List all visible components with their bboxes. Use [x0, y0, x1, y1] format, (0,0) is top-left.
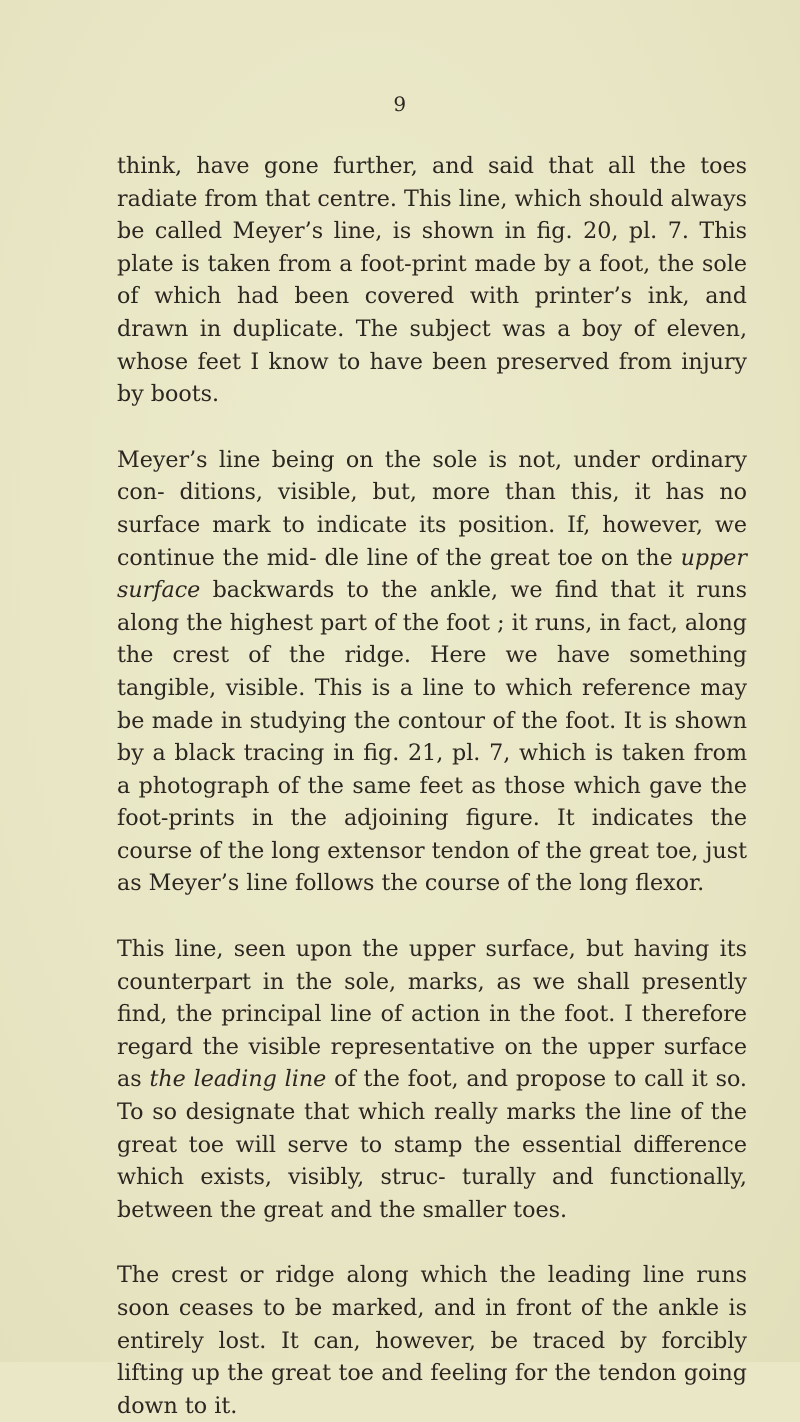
paragraph-2 — [117, 444, 747, 900]
text-segment: Meyer’s line being on the sole is not, under ordinary con- ditions, visible, but, more than this, it has no surface mark to indicate its position. If, however, we continue the mid- dle line of the great toe on the — [117, 446, 747, 571]
paragraph-3 — [117, 933, 747, 1226]
italic-phrase-upper-surface: upper surface — [117, 544, 747, 604]
text-segment: of the foot, and propose to call it so. To so designate that which really marks the line of the great toe will serve to stamp the essential difference which exists, visibly, struc- turally and functionally, between the great and the smaller toes. — [117, 1066, 747, 1223]
italic-phrase-leading-line: the leading line — [149, 1066, 327, 1093]
paragraph-1 — [117, 150, 747, 411]
text-segment: This line, seen upon the upper surface, but having its counterpart in the sole, marks, as we shall presently find, the principal line of action in the foot. I therefore regard the visible representative on the upper surface as — [117, 936, 747, 1093]
text-segment: backwards to the ankle, we find that it runs along the highest part of the foot ; it runs, in fact, along the crest of the ridge. Here we have something tangible, visible. This is a line to which reference may be made in studying the contour of the foot. It is shown by a black tracing in fig. 21, pl. 7, which is taken from a photograph of the same feet as those which gave the foot-prints in the adjoining figure. It indicates the course of the long extensor tendon of the great toe, just as Meyer’s line follows the course of the long flexor. — [117, 577, 748, 897]
page-number: 9 — [393, 92, 407, 116]
text-segment: The crest or ridge along which the leading line runs soon ceases to be marked, and in front of the ankle is entirely lost. It can, however, be traced by forcibly lifting up the great toe and feeling for the tendon going down to it. — [117, 1262, 747, 1419]
text-segment: think, have gone further, and said that all the toes radiate from that centre. This line, which should always be called Meyer’s line, is shown in fig. 20, pl. 7. This plate is taken from a foot-print made by a foot, the sole of which had been covered with printer’s ink, and drawn in duplicate. The subject was a boy of eleven, whose feet I know to have been preserved from injury by boots. — [117, 153, 747, 408]
paragraph-4 — [117, 1259, 747, 1422]
body-text — [117, 150, 747, 1422]
